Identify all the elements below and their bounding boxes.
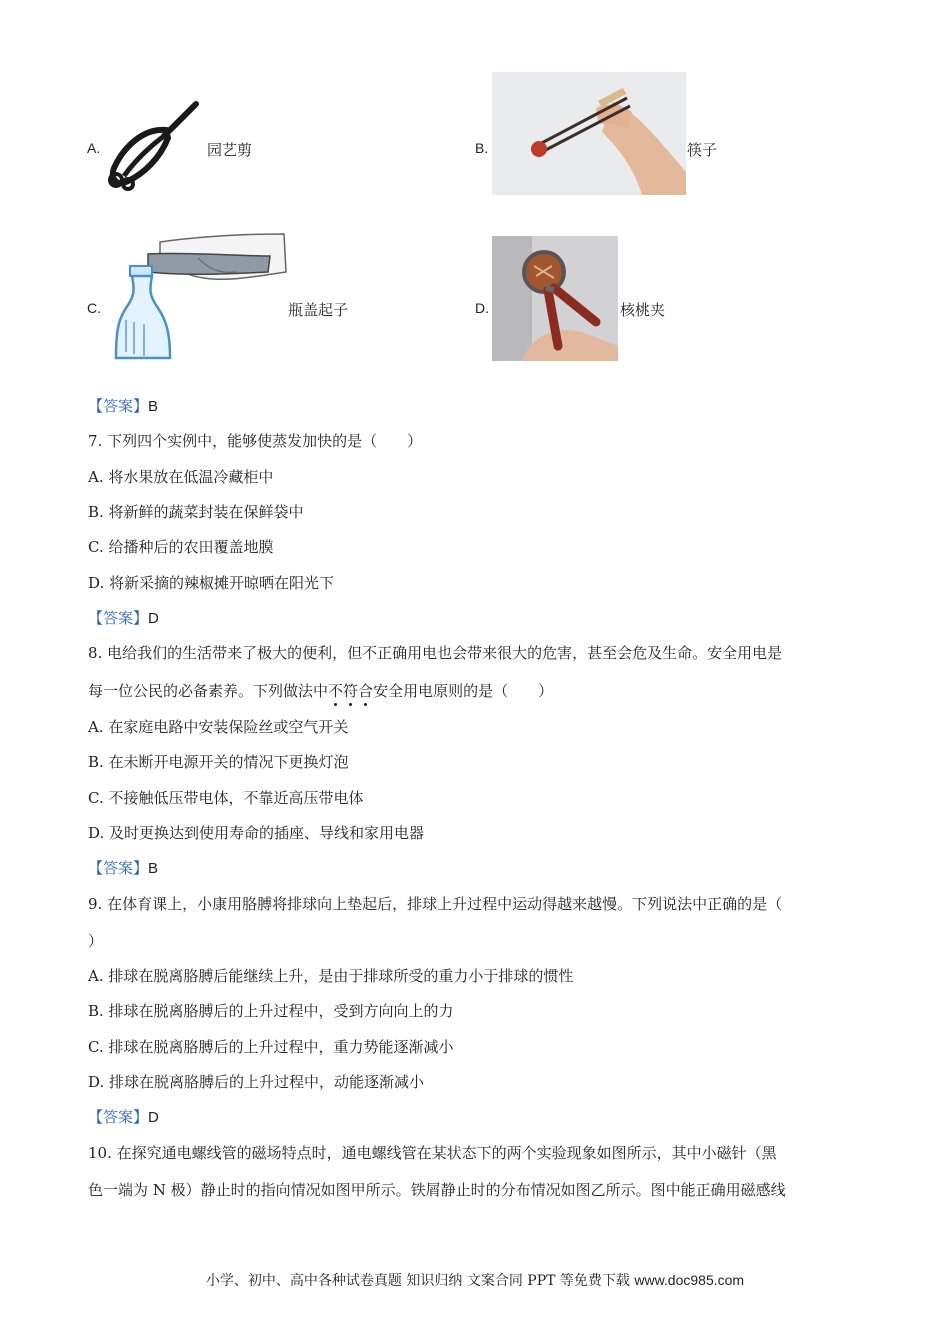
option-caption-c: 瓶盖起子 [288, 301, 349, 319]
q7-option-c: C. 给播种后的农田覆盖地膜 [88, 538, 274, 556]
page-footer [0, 1270, 950, 1290]
answer-tag: 【答案】 [88, 859, 149, 877]
q9-stem-line1: 9. 在体育课上，小康用胳膊将排球向上垫起后，排球上升过程中运动得越来越慢。下列说法中正确的是（ [88, 895, 783, 913]
option-caption-a: 园艺剪 [207, 141, 253, 159]
nutcracker-image [492, 236, 618, 361]
q8-stem-pre: 每一位公民的必备素养。下列做法中 [88, 682, 329, 700]
garden-shears-image [104, 98, 204, 192]
q8-option-a: A. 在家庭电路中安装保险丝或空气开关 [88, 718, 349, 736]
q10-stem-line2: 色一端为 N 极）静止时的指向情况如图甲所示。铁屑静止时的分布情况如图乙所示。图中能正确用磁感线 [88, 1181, 786, 1199]
q8-stem-line2 [88, 681, 553, 701]
q9-answer [88, 1107, 159, 1128]
emphasis-char: 不 [328, 682, 344, 700]
option-letter-b: B. [475, 140, 489, 156]
bottle-opener-image [108, 232, 288, 360]
answer-value: D [148, 1109, 159, 1126]
emphasis-char: 合 [358, 682, 374, 700]
q8-stem-post: 安全用电原则的是（ ） [373, 682, 554, 700]
q9-option-a: A. 排球在脱离胳膊后能继续上升，是由于排球所受的重力小于排球的惯性 [88, 967, 574, 985]
footer-url[interactable]: www.doc985.com [634, 1272, 745, 1288]
answer-value: B [148, 860, 159, 877]
q9-stem-line2: ） [88, 932, 104, 950]
option-letter-d: D. [475, 300, 489, 316]
option-caption-b: 筷子 [687, 141, 718, 159]
emphasis-char: 符 [343, 682, 359, 700]
q7-option-d: D. 将新采摘的辣椒摊开晾晒在阳光下 [88, 574, 335, 592]
q7-stem: 7. 下列四个实例中，能够使蒸发加快的是（ ） [88, 432, 423, 450]
answer-tag: 【答案】 [88, 1108, 149, 1126]
q6-answer [88, 396, 158, 417]
q7-option-b: B. 将新鲜的蔬菜封装在保鲜袋中 [88, 503, 304, 521]
q9-option-c: C. 排球在脱离胳膊后的上升过程中，重力势能逐渐减小 [88, 1038, 454, 1056]
answer-tag: 【答案】 [88, 397, 149, 415]
q7-option-a: A. 将水果放在低温冷藏柜中 [88, 468, 274, 486]
answer-value: B [148, 398, 159, 415]
q8-option-c: C. 不接触低压带电体，不靠近高压带电体 [88, 789, 364, 807]
option-letter-a: A. [87, 140, 101, 156]
option-caption-d: 核桃夹 [620, 301, 666, 319]
q8-option-d: D. 及时更换达到使用寿命的插座、导线和家用电器 [88, 824, 425, 842]
q10-stem-line1: 10. 在探究通电螺线管的磁场特点时，通电螺线管在某状态下的两个实验现象如图所示，其中小磁针（黑 [88, 1144, 777, 1162]
answer-value: D [148, 610, 159, 627]
answer-tag: 【答案】 [88, 609, 149, 627]
q9-option-b: B. 排球在脱离胳膊后的上升过程中，受到方向向上的力 [88, 1002, 454, 1020]
q8-stem-line1: 8. 电给我们的生活带来了极大的便利，但不正确用电也会带来很大的危害，甚至会危及生命。安全用电是 [88, 644, 783, 662]
q8-option-b: B. 在未断开电源开关的情况下更换灯泡 [88, 753, 349, 771]
q7-answer [88, 608, 159, 629]
q8-answer [88, 858, 158, 879]
footer-text: 小学、初中、高中各种试卷真题 知识归纳 文案合同 PPT 等免费下载 [205, 1273, 630, 1289]
chopsticks-image [492, 72, 686, 195]
option-letter-c: C. [87, 300, 101, 316]
q9-option-d: D. 排球在脱离胳膊后的上升过程中，动能逐渐减小 [88, 1073, 425, 1091]
